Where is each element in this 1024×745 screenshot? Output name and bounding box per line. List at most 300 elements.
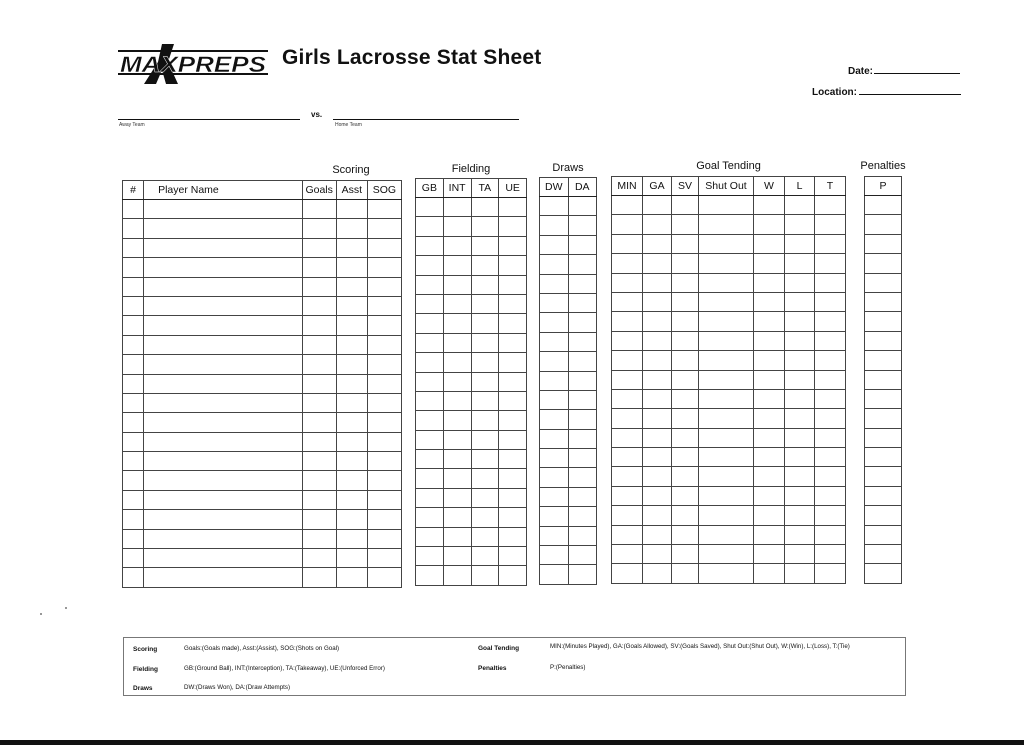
- draws-cell[interactable]: [540, 216, 569, 235]
- goal-tending-cell[interactable]: [643, 234, 672, 253]
- goal-tending-cell[interactable]: [612, 506, 643, 525]
- scoring-cell[interactable]: [336, 316, 367, 335]
- goal-tending-cell[interactable]: [815, 351, 846, 370]
- goal-tending-cell[interactable]: [699, 215, 754, 234]
- scoring-cell[interactable]: [367, 568, 401, 587]
- goal-tending-cell[interactable]: [815, 467, 846, 486]
- scoring-cell[interactable]: [367, 200, 401, 219]
- goal-tending-cell[interactable]: [672, 370, 699, 389]
- fielding-cell[interactable]: [443, 217, 471, 236]
- draws-cell[interactable]: [568, 546, 597, 565]
- scoring-cell[interactable]: [367, 471, 401, 490]
- goal-tending-cell[interactable]: [815, 545, 846, 564]
- fielding-cell[interactable]: [443, 333, 471, 352]
- penalties-cell[interactable]: [865, 370, 902, 389]
- goal-tending-cell[interactable]: [699, 486, 754, 505]
- goal-tending-cell[interactable]: [672, 351, 699, 370]
- penalties-cell[interactable]: [865, 389, 902, 408]
- goal-tending-cell[interactable]: [785, 273, 815, 292]
- fielding-cell[interactable]: [471, 508, 499, 527]
- goal-tending-cell[interactable]: [785, 331, 815, 350]
- draws-cell[interactable]: [568, 293, 597, 312]
- goal-tending-cell[interactable]: [672, 292, 699, 311]
- draws-cell[interactable]: [540, 507, 569, 526]
- draws-cell[interactable]: [568, 235, 597, 254]
- fielding-cell[interactable]: [499, 566, 527, 585]
- scoring-cell[interactable]: [144, 316, 303, 335]
- fielding-cell[interactable]: [471, 391, 499, 410]
- scoring-cell[interactable]: [367, 258, 401, 277]
- goal-tending-cell[interactable]: [754, 564, 785, 583]
- scoring-cell[interactable]: [336, 490, 367, 509]
- scoring-cell[interactable]: [367, 529, 401, 548]
- scoring-cell[interactable]: [336, 568, 367, 587]
- goal-tending-cell[interactable]: [643, 292, 672, 311]
- goal-tending-cell[interactable]: [643, 409, 672, 428]
- scoring-cell[interactable]: [144, 374, 303, 393]
- scoring-cell[interactable]: [123, 549, 144, 568]
- scoring-cell[interactable]: [302, 452, 336, 471]
- fielding-cell[interactable]: [499, 353, 527, 372]
- goal-tending-cell[interactable]: [785, 428, 815, 447]
- fielding-cell[interactable]: [471, 333, 499, 352]
- fielding-cell[interactable]: [471, 488, 499, 507]
- fielding-cell[interactable]: [499, 314, 527, 333]
- goal-tending-cell[interactable]: [643, 331, 672, 350]
- scoring-cell[interactable]: [302, 200, 336, 219]
- fielding-cell[interactable]: [499, 547, 527, 566]
- scoring-cell[interactable]: [302, 490, 336, 509]
- penalties-cell[interactable]: [865, 292, 902, 311]
- fielding-cell[interactable]: [499, 333, 527, 352]
- goal-tending-cell[interactable]: [643, 564, 672, 583]
- goal-tending-cell[interactable]: [643, 506, 672, 525]
- goal-tending-cell[interactable]: [612, 545, 643, 564]
- draws-cell[interactable]: [568, 216, 597, 235]
- scoring-cell[interactable]: [144, 529, 303, 548]
- fielding-cell[interactable]: [416, 198, 444, 217]
- goal-tending-cell[interactable]: [699, 525, 754, 544]
- fielding-cell[interactable]: [416, 294, 444, 313]
- draws-cell[interactable]: [568, 468, 597, 487]
- scoring-cell[interactable]: [336, 549, 367, 568]
- goal-tending-cell[interactable]: [672, 273, 699, 292]
- goal-tending-cell[interactable]: [754, 273, 785, 292]
- scoring-cell[interactable]: [302, 529, 336, 548]
- scoring-cell[interactable]: [302, 316, 336, 335]
- scoring-cell[interactable]: [302, 219, 336, 238]
- goal-tending-cell[interactable]: [699, 506, 754, 525]
- fielding-cell[interactable]: [443, 566, 471, 585]
- draws-cell[interactable]: [540, 449, 569, 468]
- goal-tending-cell[interactable]: [815, 370, 846, 389]
- scoring-cell[interactable]: [144, 296, 303, 315]
- draws-cell[interactable]: [568, 313, 597, 332]
- goal-tending-cell[interactable]: [754, 389, 785, 408]
- penalties-cell[interactable]: [865, 525, 902, 544]
- goal-tending-cell[interactable]: [612, 196, 643, 215]
- draws-cell[interactable]: [540, 390, 569, 409]
- scoring-cell[interactable]: [336, 432, 367, 451]
- scoring-cell[interactable]: [123, 277, 144, 296]
- goal-tending-cell[interactable]: [815, 234, 846, 253]
- goal-tending-cell[interactable]: [785, 564, 815, 583]
- goal-tending-cell[interactable]: [699, 196, 754, 215]
- fielding-cell[interactable]: [443, 372, 471, 391]
- scoring-cell[interactable]: [302, 413, 336, 432]
- goal-tending-cell[interactable]: [643, 486, 672, 505]
- scoring-cell[interactable]: [367, 335, 401, 354]
- draws-cell[interactable]: [568, 332, 597, 351]
- draws-cell[interactable]: [568, 449, 597, 468]
- scoring-cell[interactable]: [302, 335, 336, 354]
- goal-tending-cell[interactable]: [672, 389, 699, 408]
- goal-tending-cell[interactable]: [699, 254, 754, 273]
- fielding-cell[interactable]: [416, 236, 444, 255]
- draws-cell[interactable]: [540, 468, 569, 487]
- fielding-cell[interactable]: [499, 411, 527, 430]
- goal-tending-cell[interactable]: [643, 254, 672, 273]
- penalties-cell[interactable]: [865, 254, 902, 273]
- fielding-cell[interactable]: [416, 508, 444, 527]
- scoring-cell[interactable]: [123, 413, 144, 432]
- goal-tending-cell[interactable]: [754, 448, 785, 467]
- goal-tending-cell[interactable]: [699, 545, 754, 564]
- goal-tending-cell[interactable]: [672, 506, 699, 525]
- penalties-cell[interactable]: [865, 331, 902, 350]
- goal-tending-cell[interactable]: [672, 467, 699, 486]
- goal-tending-cell[interactable]: [612, 273, 643, 292]
- goal-tending-cell[interactable]: [699, 428, 754, 447]
- location-field[interactable]: [859, 94, 961, 95]
- scoring-cell[interactable]: [123, 335, 144, 354]
- goal-tending-cell[interactable]: [815, 448, 846, 467]
- goal-tending-cell[interactable]: [612, 234, 643, 253]
- scoring-cell[interactable]: [367, 490, 401, 509]
- goal-tending-cell[interactable]: [612, 564, 643, 583]
- fielding-cell[interactable]: [416, 391, 444, 410]
- goal-tending-cell[interactable]: [672, 196, 699, 215]
- draws-cell[interactable]: [568, 507, 597, 526]
- fielding-cell[interactable]: [443, 430, 471, 449]
- goal-tending-cell[interactable]: [672, 215, 699, 234]
- goal-tending-cell[interactable]: [699, 467, 754, 486]
- scoring-cell[interactable]: [123, 471, 144, 490]
- scoring-cell[interactable]: [367, 432, 401, 451]
- fielding-cell[interactable]: [471, 256, 499, 275]
- fielding-cell[interactable]: [471, 450, 499, 469]
- scoring-cell[interactable]: [123, 238, 144, 257]
- draws-cell[interactable]: [540, 332, 569, 351]
- scoring-cell[interactable]: [367, 316, 401, 335]
- goal-tending-cell[interactable]: [754, 525, 785, 544]
- scoring-cell[interactable]: [144, 335, 303, 354]
- fielding-cell[interactable]: [471, 294, 499, 313]
- goal-tending-cell[interactable]: [754, 234, 785, 253]
- fielding-cell[interactable]: [499, 527, 527, 546]
- goal-tending-cell[interactable]: [612, 254, 643, 273]
- goal-tending-cell[interactable]: [785, 370, 815, 389]
- goal-tending-cell[interactable]: [699, 409, 754, 428]
- scoring-cell[interactable]: [302, 549, 336, 568]
- fielding-cell[interactable]: [416, 566, 444, 585]
- fielding-cell[interactable]: [416, 256, 444, 275]
- goal-tending-cell[interactable]: [785, 351, 815, 370]
- penalties-cell[interactable]: [865, 467, 902, 486]
- goal-tending-cell[interactable]: [785, 545, 815, 564]
- fielding-cell[interactable]: [443, 508, 471, 527]
- goal-tending-cell[interactable]: [672, 254, 699, 273]
- fielding-cell[interactable]: [443, 236, 471, 255]
- goal-tending-cell[interactable]: [643, 428, 672, 447]
- goal-tending-cell[interactable]: [785, 506, 815, 525]
- goal-tending-cell[interactable]: [699, 389, 754, 408]
- fielding-cell[interactable]: [499, 275, 527, 294]
- goal-tending-cell[interactable]: [815, 486, 846, 505]
- goal-tending-cell[interactable]: [643, 215, 672, 234]
- goal-tending-cell[interactable]: [612, 428, 643, 447]
- scoring-cell[interactable]: [144, 568, 303, 587]
- goal-tending-cell[interactable]: [815, 254, 846, 273]
- goal-tending-cell[interactable]: [754, 351, 785, 370]
- goal-tending-cell[interactable]: [672, 428, 699, 447]
- scoring-cell[interactable]: [144, 413, 303, 432]
- goal-tending-cell[interactable]: [612, 448, 643, 467]
- goal-tending-cell[interactable]: [815, 312, 846, 331]
- scoring-cell[interactable]: [336, 393, 367, 412]
- draws-cell[interactable]: [540, 487, 569, 506]
- fielding-cell[interactable]: [471, 314, 499, 333]
- goal-tending-cell[interactable]: [672, 234, 699, 253]
- scoring-cell[interactable]: [302, 296, 336, 315]
- scoring-cell[interactable]: [144, 432, 303, 451]
- fielding-cell[interactable]: [471, 198, 499, 217]
- fielding-cell[interactable]: [443, 488, 471, 507]
- scoring-cell[interactable]: [144, 238, 303, 257]
- goal-tending-cell[interactable]: [815, 331, 846, 350]
- scoring-cell[interactable]: [123, 529, 144, 548]
- fielding-cell[interactable]: [416, 527, 444, 546]
- draws-cell[interactable]: [568, 526, 597, 545]
- fielding-cell[interactable]: [443, 314, 471, 333]
- goal-tending-cell[interactable]: [699, 331, 754, 350]
- goal-tending-cell[interactable]: [699, 370, 754, 389]
- fielding-cell[interactable]: [499, 469, 527, 488]
- scoring-cell[interactable]: [144, 471, 303, 490]
- penalties-cell[interactable]: [865, 428, 902, 447]
- goal-tending-cell[interactable]: [643, 273, 672, 292]
- goal-tending-cell[interactable]: [785, 389, 815, 408]
- scoring-cell[interactable]: [144, 355, 303, 374]
- scoring-cell[interactable]: [302, 568, 336, 587]
- goal-tending-cell[interactable]: [785, 486, 815, 505]
- goal-tending-cell[interactable]: [699, 351, 754, 370]
- goal-tending-cell[interactable]: [612, 312, 643, 331]
- scoring-cell[interactable]: [123, 296, 144, 315]
- goal-tending-cell[interactable]: [754, 312, 785, 331]
- goal-tending-cell[interactable]: [815, 564, 846, 583]
- fielding-cell[interactable]: [416, 547, 444, 566]
- scoring-cell[interactable]: [123, 200, 144, 219]
- scoring-cell[interactable]: [367, 238, 401, 257]
- draws-cell[interactable]: [568, 410, 597, 429]
- goal-tending-cell[interactable]: [754, 196, 785, 215]
- scoring-cell[interactable]: [302, 258, 336, 277]
- fielding-cell[interactable]: [443, 256, 471, 275]
- scoring-cell[interactable]: [367, 393, 401, 412]
- goal-tending-cell[interactable]: [672, 564, 699, 583]
- fielding-cell[interactable]: [499, 488, 527, 507]
- goal-tending-cell[interactable]: [643, 351, 672, 370]
- scoring-cell[interactable]: [336, 219, 367, 238]
- scoring-cell[interactable]: [367, 374, 401, 393]
- goal-tending-cell[interactable]: [785, 467, 815, 486]
- fielding-cell[interactable]: [471, 547, 499, 566]
- penalties-cell[interactable]: [865, 545, 902, 564]
- fielding-cell[interactable]: [416, 488, 444, 507]
- fielding-cell[interactable]: [471, 430, 499, 449]
- scoring-cell[interactable]: [123, 219, 144, 238]
- draws-cell[interactable]: [568, 255, 597, 274]
- scoring-cell[interactable]: [336, 510, 367, 529]
- goal-tending-cell[interactable]: [699, 234, 754, 253]
- scoring-cell[interactable]: [302, 471, 336, 490]
- goal-tending-cell[interactable]: [785, 525, 815, 544]
- scoring-cell[interactable]: [123, 393, 144, 412]
- goal-tending-cell[interactable]: [815, 428, 846, 447]
- scoring-cell[interactable]: [123, 355, 144, 374]
- draws-cell[interactable]: [568, 390, 597, 409]
- fielding-cell[interactable]: [471, 217, 499, 236]
- goal-tending-cell[interactable]: [612, 370, 643, 389]
- penalties-cell[interactable]: [865, 486, 902, 505]
- goal-tending-cell[interactable]: [815, 273, 846, 292]
- goal-tending-cell[interactable]: [754, 428, 785, 447]
- scoring-cell[interactable]: [336, 200, 367, 219]
- goal-tending-cell[interactable]: [785, 196, 815, 215]
- scoring-cell[interactable]: [302, 355, 336, 374]
- scoring-cell[interactable]: [123, 432, 144, 451]
- fielding-cell[interactable]: [471, 411, 499, 430]
- goal-tending-cell[interactable]: [699, 448, 754, 467]
- fielding-cell[interactable]: [443, 294, 471, 313]
- draws-cell[interactable]: [540, 546, 569, 565]
- goal-tending-cell[interactable]: [754, 506, 785, 525]
- goal-tending-cell[interactable]: [643, 196, 672, 215]
- scoring-cell[interactable]: [123, 568, 144, 587]
- fielding-cell[interactable]: [416, 333, 444, 352]
- scoring-cell[interactable]: [144, 510, 303, 529]
- fielding-cell[interactable]: [416, 314, 444, 333]
- scoring-cell[interactable]: [123, 374, 144, 393]
- goal-tending-cell[interactable]: [612, 525, 643, 544]
- goal-tending-cell[interactable]: [672, 312, 699, 331]
- goal-tending-cell[interactable]: [699, 292, 754, 311]
- goal-tending-cell[interactable]: [754, 292, 785, 311]
- goal-tending-cell[interactable]: [815, 292, 846, 311]
- goal-tending-cell[interactable]: [699, 564, 754, 583]
- draws-cell[interactable]: [540, 371, 569, 390]
- penalties-cell[interactable]: [865, 351, 902, 370]
- scoring-cell[interactable]: [144, 277, 303, 296]
- fielding-cell[interactable]: [443, 527, 471, 546]
- draws-cell[interactable]: [568, 487, 597, 506]
- scoring-cell[interactable]: [367, 452, 401, 471]
- goal-tending-cell[interactable]: [612, 486, 643, 505]
- draws-cell[interactable]: [568, 197, 597, 216]
- scoring-cell[interactable]: [367, 219, 401, 238]
- scoring-cell[interactable]: [123, 452, 144, 471]
- fielding-cell[interactable]: [471, 372, 499, 391]
- goal-tending-cell[interactable]: [643, 312, 672, 331]
- goal-tending-cell[interactable]: [643, 467, 672, 486]
- scoring-cell[interactable]: [144, 452, 303, 471]
- goal-tending-cell[interactable]: [612, 389, 643, 408]
- scoring-cell[interactable]: [367, 510, 401, 529]
- goal-tending-cell[interactable]: [643, 370, 672, 389]
- scoring-cell[interactable]: [336, 355, 367, 374]
- goal-tending-cell[interactable]: [785, 312, 815, 331]
- scoring-cell[interactable]: [336, 258, 367, 277]
- scoring-cell[interactable]: [302, 393, 336, 412]
- scoring-cell[interactable]: [302, 277, 336, 296]
- scoring-cell[interactable]: [336, 335, 367, 354]
- scoring-cell[interactable]: [367, 355, 401, 374]
- draws-cell[interactable]: [540, 565, 569, 584]
- goal-tending-cell[interactable]: [785, 234, 815, 253]
- draws-cell[interactable]: [540, 410, 569, 429]
- goal-tending-cell[interactable]: [754, 331, 785, 350]
- goal-tending-cell[interactable]: [754, 254, 785, 273]
- fielding-cell[interactable]: [416, 469, 444, 488]
- goal-tending-cell[interactable]: [699, 312, 754, 331]
- goal-tending-cell[interactable]: [672, 331, 699, 350]
- penalties-cell[interactable]: [865, 312, 902, 331]
- fielding-cell[interactable]: [443, 391, 471, 410]
- fielding-cell[interactable]: [499, 508, 527, 527]
- scoring-cell[interactable]: [336, 452, 367, 471]
- penalties-cell[interactable]: [865, 234, 902, 253]
- draws-cell[interactable]: [540, 352, 569, 371]
- goal-tending-cell[interactable]: [672, 486, 699, 505]
- scoring-cell[interactable]: [302, 510, 336, 529]
- goal-tending-cell[interactable]: [612, 215, 643, 234]
- fielding-cell[interactable]: [416, 372, 444, 391]
- goal-tending-cell[interactable]: [612, 409, 643, 428]
- scoring-cell[interactable]: [144, 258, 303, 277]
- penalties-cell[interactable]: [865, 215, 902, 234]
- goal-tending-cell[interactable]: [672, 545, 699, 564]
- scoring-cell[interactable]: [367, 277, 401, 296]
- fielding-cell[interactable]: [499, 391, 527, 410]
- home-team-field[interactable]: [333, 119, 519, 120]
- penalties-cell[interactable]: [865, 196, 902, 215]
- scoring-cell[interactable]: [367, 413, 401, 432]
- goal-tending-cell[interactable]: [815, 506, 846, 525]
- goal-tending-cell[interactable]: [754, 486, 785, 505]
- draws-cell[interactable]: [540, 235, 569, 254]
- scoring-cell[interactable]: [144, 490, 303, 509]
- scoring-cell[interactable]: [336, 277, 367, 296]
- fielding-cell[interactable]: [443, 411, 471, 430]
- scoring-cell[interactable]: [367, 549, 401, 568]
- fielding-cell[interactable]: [471, 236, 499, 255]
- fielding-cell[interactable]: [499, 217, 527, 236]
- scoring-cell[interactable]: [144, 393, 303, 412]
- goal-tending-cell[interactable]: [785, 254, 815, 273]
- penalties-cell[interactable]: [865, 564, 902, 583]
- goal-tending-cell[interactable]: [672, 525, 699, 544]
